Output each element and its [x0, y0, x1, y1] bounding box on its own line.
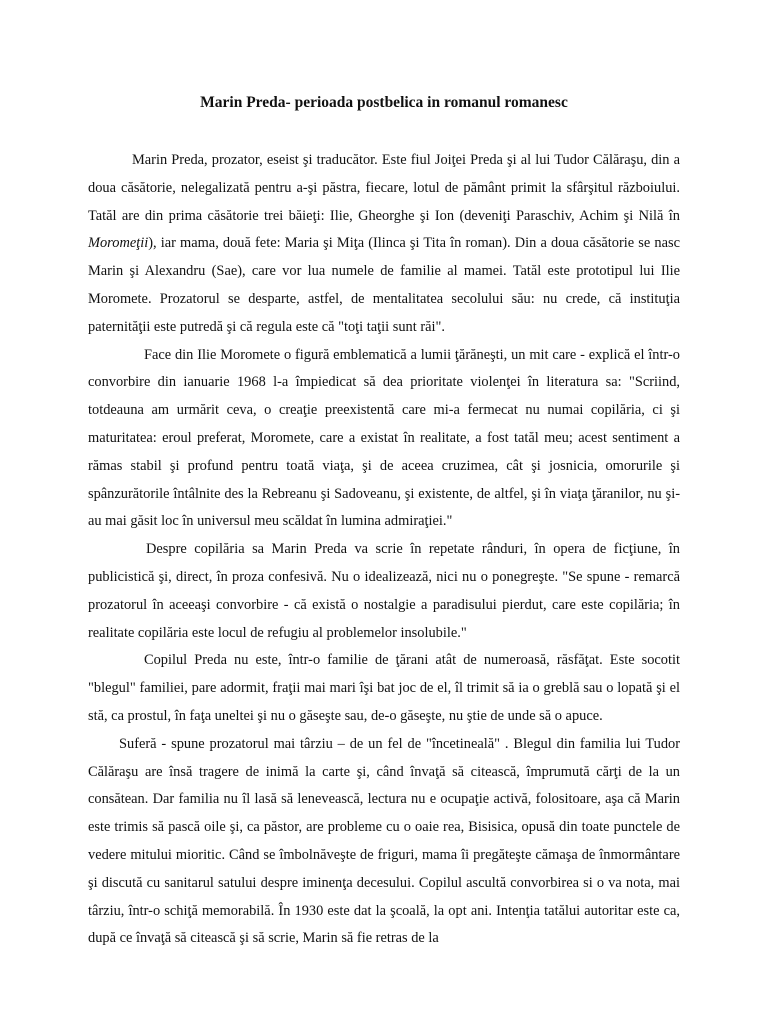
paragraph-1	[88, 147, 680, 342]
document-title: Marin Preda- perioada postbelica in romanul romanesc	[200, 94, 568, 111]
paragraph-3: Despre copilăria sa Marin Preda va scrie în repetate rânduri, în opera de ficţiune, în publicistică şi, direct, în proza confesivă. Nu o idealizează, nici nu o ponegreşte. "Se spune - remarcă prozatorul în aceeaşi convorbire - că există o nostalgie a paradisului pierdut, care este copilăria; în realitate copilăria este locul de refugiu al problemelor insolubile."	[88, 541, 680, 641]
paragraph-4: Copilul Preda nu este, într-o familie de ţărani atât de numeroasă, răsfăţat. Este socotit "blegul" familiei, pare adormit, fraţii mai mari îşi bat joc de el, îl trimit să ia o greblă sau o lopată şi el stă, ca prostul, în faţa uneltei şi nu o găseşte sau, de-o găseşte, nu ştie de unde să o apuce.	[88, 652, 680, 724]
paragraph-1-text-a: Marin Preda, prozator, eseist şi traducător. Este fiul Joiţei Preda şi al lui Tudor Călăraşu, din a doua căsătorie, nelegalizată pentru a-şi păstra, fiecare, lotul de pământ primit la sfârşitul războiului. Tatăl are din prima căsătorie trei băieţi: Ilie, Gheorghe şi Ion (deveniţi Paraschiv, Achim şi Nilă în	[88, 152, 680, 224]
paragraph-5: Suferă - spune prozatorul mai târziu – de un fel de "încetineală" . Blegul din familia lui Tudor Călăraşu are însă tragere de inimă la carte şi, când învaţă să citească, împrumută cărţi de la un consătean. Dar familia nu îl lasă să lenevească, lectura nu e ocupaţie activă, folositoare, aşa că Marin este trimis să pască oile şi, ca păstor, are probleme cu o oaie rea, Bisisica, opusă din toate punctele de vedere mitului mioritic. Când se îmbolnăveşte de friguri, mama îi pregăteşte cămaşa de înmormântare şi discută cu sanitarul satului despre iminenţa decesului. Copilul ascultă convorbirea si o va nota, mai târziu, într-o schiţă memorabilă. În 1930 este dat la şcoală, la opt ani. Intenţia tatălui autoritar este ca, după ce învaţă să citească şi să scrie, Marin să fie retras de la	[88, 735, 680, 947]
paragraph-2: Face din Ilie Moromete o figură emblematică a lumii ţărăneşti, un mit care - explică el într-o convorbire din ianuarie 1968 l-a împiedicat să dea prioritate violenţei în literatura sa: "Scriind, totdeauna am urmărit ceva, o creaţie preexistentă care mi-a fermecat nu numai copilăria, ci şi maturitatea: eroul preferat, Moromete, care a existat în realitate, a fost tatăl meu; acest sentiment a rămas stabil şi profund pentru toată viaţa, şi de aceea cruzimea, cât şi josnicia, omorurile şi spânzurătorile întâlnite des la Rebreanu şi Sadoveanu, şi existente, de altfel, şi în viaţa ţăranilor, nu şi-au mai găsit loc în universul meu scăldat în lumina admiraţiei."	[88, 346, 680, 530]
paragraph-1-italic-title: Moromeţii	[88, 235, 149, 252]
paragraph-1-text-b: ), iar mama, două fete: Maria şi Miţa (Ilinca şi Tita în roman). Din a doua căsătorie se nasc Marin şi Alexandru (Sae), care vor lua numele de familie al mamei. Tatăl este prototipul lui Ilie Moromete. Prozatorul se desparte, astfel, de mentalitatea secolului său: nu crede, că instituţia paternităţii este putredă şi că regula este că "toţi taţii sunt răi".	[88, 235, 680, 335]
